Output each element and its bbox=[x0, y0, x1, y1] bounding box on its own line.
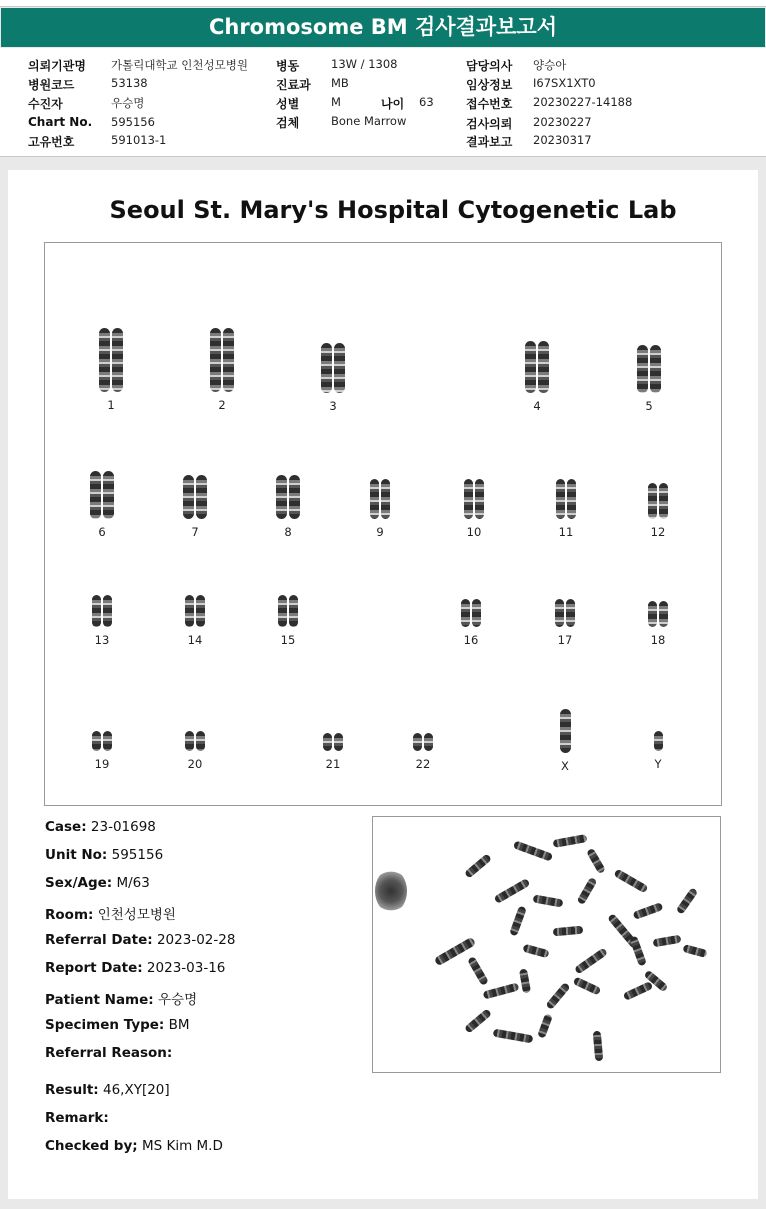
chromosome-label: 12 bbox=[650, 525, 666, 539]
chromosome-pair bbox=[403, 733, 443, 771]
chromosome-shape bbox=[650, 345, 661, 393]
chromosome-shape bbox=[289, 595, 298, 627]
metaphase-chromosome-shape bbox=[553, 926, 584, 937]
metaphase-chromosome-shape bbox=[676, 887, 699, 915]
chromosome-shape bbox=[525, 341, 536, 393]
info-value: 591013-1 bbox=[111, 133, 167, 147]
chromosome-shape bbox=[276, 475, 287, 519]
metaphase-chromosome-shape bbox=[522, 944, 549, 958]
metaphase-chromosome-shape bbox=[537, 1013, 553, 1038]
info-label: Chart No. bbox=[28, 115, 93, 129]
metaphase-chromosome-shape bbox=[653, 935, 682, 948]
chromosome-pair bbox=[91, 328, 131, 412]
info-label: 고유번호 bbox=[28, 135, 75, 149]
chromosome-shape bbox=[112, 328, 123, 392]
chromosome-label: 13 bbox=[94, 633, 110, 647]
info-value: 양승아 bbox=[533, 58, 567, 72]
metaphase-chromosome-shape bbox=[586, 848, 606, 875]
chromosome-shape bbox=[648, 601, 657, 627]
chromosome-pair bbox=[454, 479, 494, 539]
chromosome-label: 11 bbox=[558, 525, 574, 539]
info-value: 63 bbox=[419, 95, 434, 109]
chromosome-label: 17 bbox=[557, 633, 573, 647]
info-value: 가톨릭대학교 인천성모병원 bbox=[111, 58, 248, 72]
info-label: 나이 bbox=[381, 97, 405, 111]
chromosome-pair bbox=[313, 343, 353, 413]
detail-patient-name: Patient Name: 우승명 bbox=[45, 992, 198, 1008]
metaphase-chromosome-shape bbox=[623, 981, 654, 1001]
chromosome-shape bbox=[648, 483, 657, 519]
chromosome-pair bbox=[175, 595, 215, 647]
metaphase-chromosome-shape bbox=[613, 869, 648, 894]
detail-room: Room: 인천성모병원 bbox=[45, 907, 176, 923]
detail-specimen-type: Specimen Type: BM bbox=[45, 1017, 190, 1033]
chromosome-shape bbox=[637, 345, 648, 393]
detail-unit-no: Unit No: 595156 bbox=[45, 847, 164, 863]
chromosome-shape bbox=[472, 599, 481, 627]
info-label: 담당의사 bbox=[466, 59, 513, 73]
metaphase-chromosome-shape bbox=[629, 936, 647, 967]
chromosome-shape bbox=[555, 599, 564, 627]
info-label: 임상정보 bbox=[466, 78, 513, 92]
info-value: 595156 bbox=[111, 115, 155, 129]
info-label: 진료과 bbox=[276, 78, 311, 92]
chromosome-shape bbox=[90, 471, 101, 519]
chromosome-label: 22 bbox=[415, 757, 431, 771]
chromosome-shape bbox=[538, 341, 549, 393]
chromosome-shape bbox=[334, 733, 343, 751]
lab-title: Seoul St. Mary's Hospital Cytogenetic Lab bbox=[109, 196, 677, 224]
report-title-banner: Chromosome BM 검사결과보고서 bbox=[1, 8, 765, 47]
info-value: 20230227 bbox=[533, 115, 592, 129]
chromosome-label: 3 bbox=[329, 399, 337, 413]
metaphase-chromosome-shape bbox=[493, 1029, 534, 1044]
chromosome-shape bbox=[424, 733, 433, 751]
chromosome-pair bbox=[638, 483, 678, 539]
chromosome-shape bbox=[99, 328, 110, 392]
chromosome-pair bbox=[638, 601, 678, 647]
info-label: 수진자 bbox=[28, 97, 63, 111]
chromosome-shape bbox=[223, 328, 234, 392]
chromosome-label: 14 bbox=[187, 633, 203, 647]
karyogram bbox=[44, 242, 722, 806]
karyotype-report bbox=[8, 170, 758, 1199]
info-value: Bone Marrow bbox=[331, 114, 407, 128]
chromosome-shape bbox=[659, 601, 668, 627]
chromosome-pair bbox=[546, 479, 586, 539]
metaphase-chromosome-shape bbox=[577, 877, 598, 905]
metaphase-chromosome-shape bbox=[464, 853, 492, 878]
chromosome-shape bbox=[566, 599, 575, 627]
chromosome-pair bbox=[360, 479, 400, 539]
chromosome-shape bbox=[210, 328, 221, 392]
metaphase-chromosome-shape bbox=[519, 968, 531, 993]
chromosome-shape bbox=[560, 709, 571, 753]
chromosome-label: 10 bbox=[466, 525, 482, 539]
info-value: 우승명 bbox=[111, 96, 145, 110]
chromosome-label: 21 bbox=[325, 757, 341, 771]
chromosome-shape bbox=[196, 731, 205, 751]
metaphase-chromosome-shape bbox=[513, 840, 553, 861]
metaphase-chromosome-shape bbox=[467, 956, 489, 986]
info-value: MB bbox=[331, 76, 349, 90]
info-value: 13W / 1308 bbox=[331, 57, 398, 71]
chromosome-pair bbox=[545, 599, 585, 647]
detail-report-date: Report Date: 2023-03-16 bbox=[45, 960, 226, 976]
chromosome-label: 9 bbox=[376, 525, 384, 539]
chromosome-label: 18 bbox=[650, 633, 666, 647]
chromosome-shape bbox=[185, 731, 194, 751]
detail-remark: Remark: bbox=[45, 1110, 109, 1126]
chromosome-pair bbox=[451, 599, 491, 647]
metaphase-chromosome-shape bbox=[574, 947, 608, 974]
info-label: 검체 bbox=[276, 116, 300, 130]
chromosome-shape bbox=[567, 479, 576, 519]
info-label: 병원코드 bbox=[28, 78, 75, 92]
chromosome-label: X bbox=[561, 759, 569, 773]
patient-info-header bbox=[0, 48, 766, 157]
info-label: 병동 bbox=[276, 59, 300, 73]
chromosome-label: 20 bbox=[187, 757, 203, 771]
chromosome-shape bbox=[103, 731, 112, 751]
chromosome-shape bbox=[464, 479, 473, 519]
chromosome-shape bbox=[461, 599, 470, 627]
bottom-edge bbox=[0, 1199, 766, 1209]
detail-referral-date: Referral Date: 2023-02-28 bbox=[45, 932, 236, 948]
chromosome-shape bbox=[413, 733, 422, 751]
metaphase-chromosome-shape bbox=[509, 906, 527, 937]
chromosome-shape bbox=[103, 595, 112, 627]
chromosome-label: 7 bbox=[191, 525, 199, 539]
chromosome-pair bbox=[517, 341, 557, 413]
chromosome-pair bbox=[545, 709, 585, 773]
info-label: 접수번호 bbox=[466, 97, 513, 111]
metaphase-chromosome-shape bbox=[464, 1008, 492, 1033]
info-label: 검사의뢰 bbox=[466, 117, 513, 131]
chromosome-shape bbox=[92, 595, 101, 627]
chromosome-label: 4 bbox=[533, 399, 541, 413]
chromosome-label: 1 bbox=[107, 398, 115, 412]
chromosome-shape bbox=[334, 343, 345, 393]
chromosome-shape bbox=[183, 475, 194, 519]
chromosome-label: 15 bbox=[280, 633, 296, 647]
chromosome-pair bbox=[638, 731, 678, 771]
chromosome-shape bbox=[370, 479, 379, 519]
chromosome-pair bbox=[175, 731, 215, 771]
top-edge bbox=[0, 0, 766, 7]
chromosome-pair bbox=[175, 475, 215, 539]
metaphase-chromosome-shape bbox=[483, 982, 520, 999]
metaphase-chromosome-shape bbox=[573, 976, 602, 995]
chromosome-pair bbox=[202, 328, 242, 412]
metaphase-chromosome-shape bbox=[633, 902, 664, 920]
metaphase-chromosome-shape bbox=[545, 982, 570, 1010]
info-label: 의뢰기관명 bbox=[28, 59, 86, 73]
chromosome-label: 8 bbox=[284, 525, 292, 539]
chromosome-shape bbox=[278, 595, 287, 627]
info-label: 결과보고 bbox=[466, 135, 513, 149]
metaphase-chromosome-shape bbox=[533, 894, 564, 907]
nucleus-shape bbox=[375, 869, 407, 913]
metaphase-chromosome-shape bbox=[593, 1031, 604, 1062]
chromosome-shape bbox=[381, 479, 390, 519]
info-label: 성별 bbox=[276, 97, 300, 111]
metaphase-image bbox=[372, 816, 721, 1073]
detail-result: Result: 46,XY[20] bbox=[45, 1082, 170, 1098]
chromosome-pair bbox=[82, 471, 122, 539]
info-value: 53138 bbox=[111, 76, 148, 90]
chromosome-label: 5 bbox=[645, 399, 653, 413]
chromosome-pair bbox=[268, 595, 308, 647]
chromosome-label: 6 bbox=[98, 525, 106, 539]
chromosome-label: 16 bbox=[463, 633, 479, 647]
chromosome-shape bbox=[556, 479, 565, 519]
chromosome-shape bbox=[103, 471, 114, 519]
chromosome-pair bbox=[313, 733, 353, 771]
chromosome-shape bbox=[323, 733, 332, 751]
chromosome-shape bbox=[654, 731, 663, 751]
chromosome-label: 19 bbox=[94, 757, 110, 771]
chromosome-shape bbox=[92, 731, 101, 751]
info-value: 20230317 bbox=[533, 133, 592, 147]
metaphase-chromosome-shape bbox=[553, 834, 588, 848]
chromosome-pair bbox=[82, 595, 122, 647]
detail-case: Case: 23-01698 bbox=[45, 819, 156, 835]
chromosome-shape bbox=[659, 483, 668, 519]
chromosome-shape bbox=[289, 475, 300, 519]
chromosome-shape bbox=[196, 475, 207, 519]
detail-referral-reason: Referral Reason: bbox=[45, 1045, 173, 1061]
metaphase-chromosome-shape bbox=[494, 878, 531, 904]
chromosome-pair bbox=[82, 731, 122, 771]
info-value: 20230227-14188 bbox=[533, 95, 633, 109]
chromosome-shape bbox=[321, 343, 332, 393]
chromosome-shape bbox=[475, 479, 484, 519]
chromosome-pair bbox=[268, 475, 308, 539]
detail-checked-by: Checked by; MS Kim M.D bbox=[45, 1138, 223, 1154]
chromosome-shape bbox=[196, 595, 205, 627]
detail-sex-age: Sex/Age: M/63 bbox=[45, 875, 150, 891]
chromosome-label: 2 bbox=[218, 398, 226, 412]
chromosome-pair bbox=[629, 345, 669, 413]
chromosome-shape bbox=[185, 595, 194, 627]
chromosome-label: Y bbox=[654, 757, 662, 771]
info-value: M bbox=[331, 95, 341, 109]
metaphase-chromosome-shape bbox=[682, 944, 707, 958]
info-value: I67SX1XT0 bbox=[533, 76, 596, 90]
